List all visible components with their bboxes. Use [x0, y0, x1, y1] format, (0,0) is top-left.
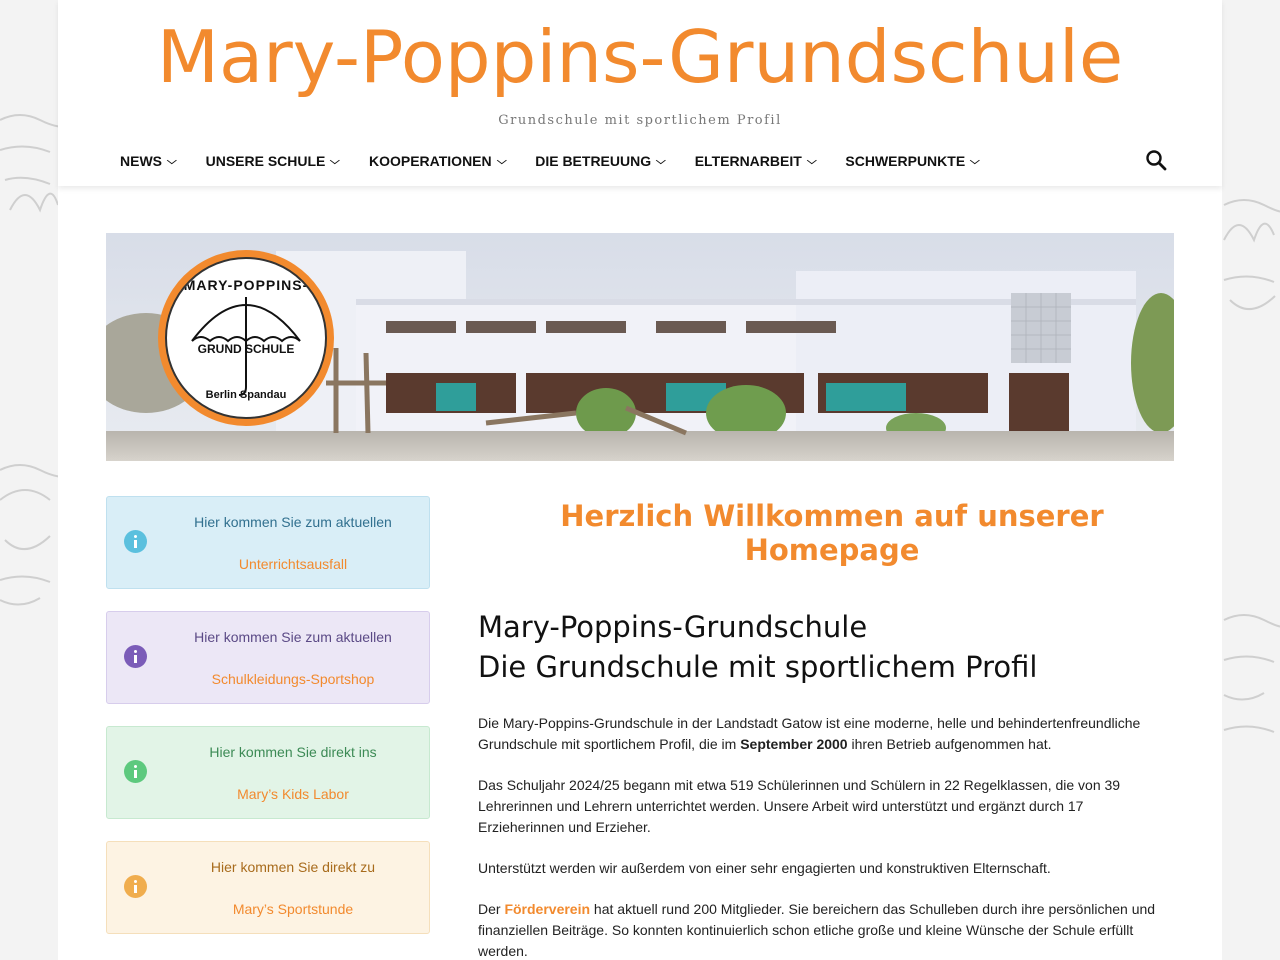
logo-inner — [165, 257, 327, 419]
alert-text: Hier kommen Sie direkt zu — [210, 859, 376, 875]
nav-item-kooperationen[interactable] — [369, 153, 505, 169]
nav-item-news[interactable] — [120, 153, 176, 169]
alert-text: Hier kommen Sie zum aktuellen — [194, 514, 392, 530]
search-button[interactable] — [1144, 148, 1170, 174]
alert-link[interactable]: Unterrichtsausfall — [238, 556, 348, 572]
nav-item-label: KOOPERATIONEN — [368, 153, 492, 169]
nav-item-schwerpunkte[interactable] — [845, 153, 978, 169]
site-title[interactable]: Mary-Poppins-Grundschule — [156, 15, 1124, 99]
welcome-heading: Herzlich Willkommen auf unserer Homepage — [560, 499, 1104, 567]
chevron-down-icon: ⌵ — [496, 155, 507, 167]
page-container — [58, 0, 1222, 960]
school-year-paragraph: Das Schuljahr 2024/25 begann mit etwa 519 Schülerinnen und Schülern in 22 Regelklassen, die von 39 Lehrerinnen und Lehrern unterrichtet werden. Unsere Arbeit wird unterstützt und ergänzt durch 17 Erzieherinnen und Erzieher. — [478, 777, 1121, 835]
p4-text-end: hat aktuell rund 200 Mitglieder. Sie bereichern das Schulleben durch ihre persönlichen und finanziellen Beiträge. So konnten kontinuierlich schon etliche große und kleine Wünsche der Schule erfüllt werden. — [478, 901, 1156, 959]
chevron-down-icon: ⌵ — [806, 155, 817, 167]
chevron-down-icon: ⌵ — [330, 155, 341, 167]
info-icon — [124, 530, 147, 553]
chevron-down-icon: ⌵ — [166, 155, 177, 167]
title-line-2: Die Grundschule mit sportlichem Profil — [478, 650, 1038, 684]
foerderverein-link[interactable]: Förderverein — [504, 901, 591, 917]
right-doodle-art — [1222, 0, 1280, 960]
left-doodle-art — [0, 0, 58, 960]
nav-item-elternarbeit[interactable] — [695, 153, 816, 169]
info-icon — [124, 875, 147, 898]
main-content — [478, 496, 1158, 960]
parents-paragraph: Unterstützt werden wir außerdem von einer sehr engagierten und konstruktiven Elternschaft. — [478, 860, 1051, 876]
alert-link[interactable]: Schulkleidungs-Sportshop — [211, 671, 375, 687]
nav-item-label: ELTERNARBEIT — [694, 153, 802, 169]
sidebar — [106, 496, 430, 956]
nav-item-label: NEWS — [120, 153, 162, 169]
logo-text-mid: GRUND SCHULE — [197, 342, 295, 356]
alert-link[interactable]: Mary’s Kids Labor — [237, 786, 349, 802]
nav-item-unsere-schule[interactable] — [206, 153, 339, 169]
p1-text-end: ihren Betrieb aufgenommen hat. — [847, 736, 1052, 752]
main-nav — [120, 146, 1170, 176]
alert-kids-labor — [106, 726, 430, 819]
page-title — [478, 607, 1158, 687]
foerderverein-paragraph — [478, 899, 1158, 960]
alert-sportstunde — [106, 841, 430, 934]
nav-item-die-betreuung[interactable] — [535, 153, 665, 169]
p1-bold: September 2000 — [740, 736, 848, 752]
school-logo — [158, 250, 334, 426]
logo-text-top: MARY-POPPINS- — [183, 277, 309, 293]
nav-item-label: SCHWERPUNKTE — [845, 153, 966, 169]
logo-text-bottom: Berlin Spandau — [205, 389, 287, 401]
chevron-down-icon: ⌵ — [970, 155, 980, 167]
nav-item-label: DIE BETREUUNG — [535, 153, 652, 169]
p4-text: Der — [478, 901, 505, 917]
right-decoration — [1222, 0, 1280, 960]
site-tagline: Grundschule mit sportlichem Profil — [498, 113, 782, 128]
alert-link[interactable]: Mary’s Sportstunde — [232, 901, 354, 917]
alert-sportshop — [106, 611, 430, 704]
info-icon — [124, 760, 147, 783]
intro-paragraph — [478, 713, 1158, 755]
alert-text: Hier kommen Sie zum aktuellen — [194, 629, 392, 645]
header-banner-image — [106, 233, 1174, 461]
chevron-down-icon: ⌵ — [655, 155, 666, 167]
search-icon — [1144, 148, 1170, 174]
p1-text: Die Mary-Poppins-Grundschule in der Landstadt Gatow ist eine moderne, helle und behindertenfreundliche Grundschule mit sportlichem Profil, die im — [478, 715, 1141, 752]
info-icon — [124, 645, 147, 668]
alert-unterrichtsausfall — [106, 496, 430, 589]
left-decoration — [0, 0, 58, 960]
nav-item-label: UNSERE SCHULE — [205, 153, 326, 169]
site-header — [58, 0, 1222, 186]
alert-text: Hier kommen Sie direkt ins — [209, 744, 377, 760]
title-line-1: Mary-Poppins-Grundschule — [478, 610, 868, 644]
